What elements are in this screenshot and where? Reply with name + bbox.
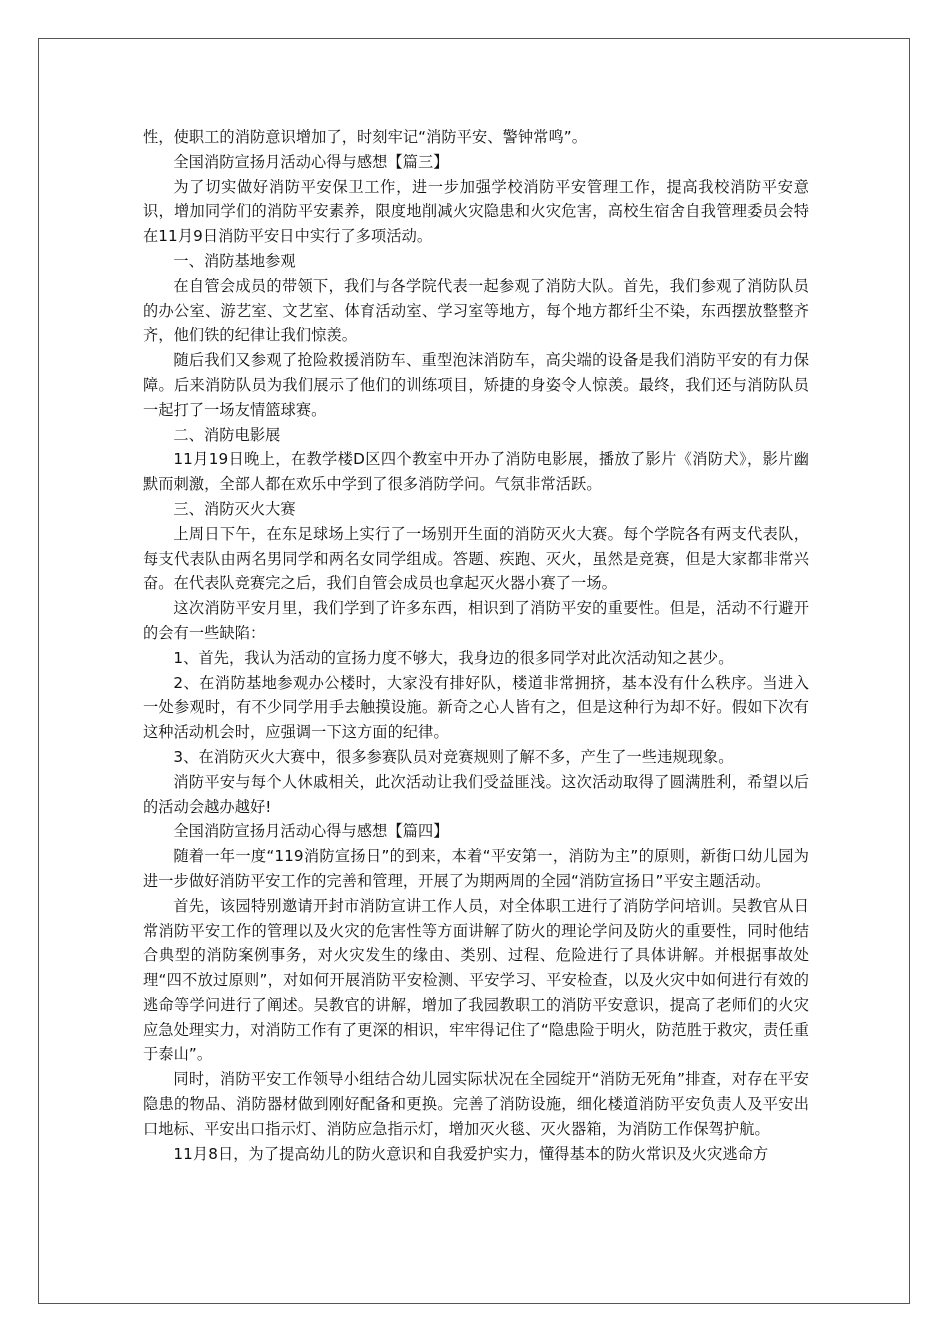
paragraph: 1、首先，我认为活动的宣扬力度不够大，我身边的很多同学对此次活动知之甚少。 bbox=[173, 648, 734, 667]
paragraph: 全国消防宣扬月活动心得与感想【篇四】 bbox=[173, 822, 449, 841]
paragraph: 全国消防宣扬月活动心得与感想【篇三】 bbox=[173, 152, 449, 171]
paragraph: 11月19日晚上，在教学楼D区四个教室中开办了消防电影展，播放了影片《消防犬》，影片幽默而刺激，全部人都在欢乐中学到了很多消防学问。气氛非常活跃。 bbox=[143, 450, 809, 494]
paragraph: 随后我们又参观了抢险救援消防车、重型泡沫消防车，高尖端的设备是我们消防平安的有力保障。后来消防队员为我们展示了他们的训练项目，矫捷的身姿令人惊羡。最终，我们还与消防队员一起打了一场友情篮球赛。 bbox=[143, 351, 809, 419]
paragraph: 为了切实做好消防平安保卫工作，进一步加强学校消防平安管理工作，提高我校消防平安意识，增加同学们的消防平安素养，限度地削减火灾隐患和火灾危害，高校生宿舍自我管理委员会特在11月9日消防平安日中实行了多项活动。 bbox=[143, 177, 809, 246]
paragraph: 同时，消防平安工作领导小组结合幼儿园实际状况在全园绽开“消防无死角”排查，对存在平安隐患的物品、消防器材做到刚好配备和更换。完善了消防设施，细化楼道消防平安负责人及平安出口地标、平安出口指示灯、消防应急指示灯，增加灭火毯、灭火器箱，为消防工作保驾护航。 bbox=[143, 1070, 809, 1138]
paragraph: 随着一年一度“119消防宣扬日”的到来，本着“平安第一，消防为主”的原则，新街口幼儿园为进一步做好消防平安工作的完善和管理，开展了为期两周的全园“消防宣扬日”平安主题活动。 bbox=[143, 847, 809, 890]
paragraph: 3、在消防灭火大赛中，很多参赛队员对竞赛规则了解不多，产生了一些违规现象。 bbox=[173, 747, 734, 766]
paragraph: 这次消防平安月里，我们学到了许多东西，相识到了消防平安的重要性。但是，活动不行避开的会有一些缺陷： bbox=[143, 599, 809, 642]
paragraph: 上周日下午，在东足球场上实行了一场别开生面的消防灭火大赛。每个学院各有两支代表队，每支代表队由两名男同学和两名女同学组成。答题、疾跑、灭火，虽然是竞赛，但是大家都非常兴奋。在代表队竞赛完之后，我们自管会成员也拿起灭火器小赛了一场。 bbox=[143, 524, 809, 593]
document-body bbox=[143, 125, 809, 1166]
paragraph: 二、消防电影展 bbox=[173, 425, 281, 444]
paragraph: 11月8日，为了提高幼儿的防火意识和自我爱护实力，懂得基本的防火常识及火灾逃命方 bbox=[173, 1144, 769, 1163]
paragraph: 消防平安与每个人休戚相关，此次活动让我们受益匪浅。这次活动取得了圆满胜利，希望以后的活动会越办越好! bbox=[143, 772, 809, 816]
paragraph: 首先，该园特别邀请开封市消防宣讲工作人员，对全体职工进行了消防学问培训。吴教官从日常消防平安工作的管理以及火灾的危害性等方面讲解了防火的理论学问及防火的重要性，同时他结合典型的消防案例事务，对火灾发生的缘由、类别、过程、危险进行了具体讲解。并根据事故处理“四不放过原则”，对如何开展消防平安检测、平安学习、平安检查，以及火灾中如何进行有效的逃命等学问进行了阐述。吴教官的讲解，增加了我园教职工的消防平安意识，提高了老师们的火灾应急处理实力，对消防工作有了更深的相识，牢牢得记住了“隐患险于明火，防范胜于救灾，责任重于泰山”。 bbox=[143, 896, 809, 1064]
paragraph: 性，使职工的消防意识增加了，时刻牢记“消防平安、警钟常鸣”。 bbox=[143, 128, 587, 146]
paragraph: 在自管会成员的带领下，我们与各学院代表一起参观了消防大队。首先，我们参观了消防队员的办公室、游艺室、文艺室、体育活动室、学习室等地方，每个地方都纤尘不染，东西摆放整整齐齐，他们铁的纪律让我们惊羡。 bbox=[143, 276, 809, 345]
paragraph: 三、消防灭火大赛 bbox=[173, 499, 296, 518]
paragraph: 2、在消防基地参观办公楼时，大家没有排好队，楼道非常拥挤，基本没有什么秩序。当进入一处参观时，有不少同学用手去触摸设施。新奇之心人皆有之，但是这种行为却不好。假如下次有这种活动机会时，应强调一下这方面的纪律。 bbox=[143, 673, 809, 742]
paragraph: 一、消防基地参观 bbox=[173, 251, 296, 270]
